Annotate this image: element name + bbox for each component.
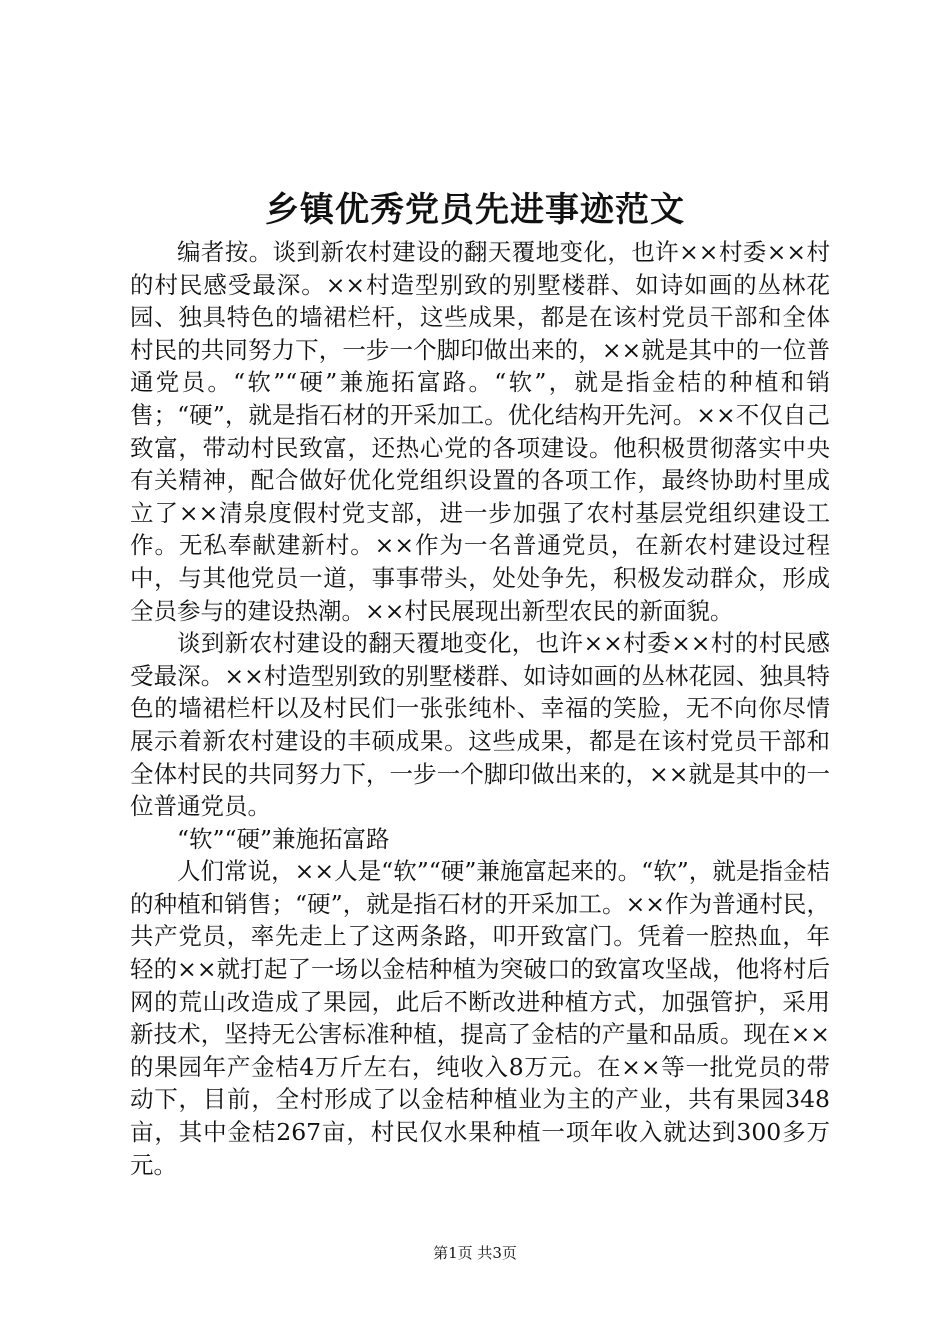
paragraph-editor-note: 编者按。谈到新农村建设的翻天覆地变化，也许××村委××村的村民感受最深。××村造型别致的别墅楼群、如诗如画的丛林花园、独具特色的墙裙栏杆，这些成果，都是在该村党员干部和全体村民的共同努力下，一步一个脚印做出来的，××就是其中的一位普通党员。“软”“硬”兼施拓富路。“软”，就是指金桔的种植和销售；“硬”，就是指石材的开采加工。优化结构开先河。××不仅自己致富，带动村民致富，还热心党的各项建设。他积极贯彻落实中央有关精神，配合做好优化党组织设置的各项工作，最终协助村里成立了××清泉度假村党支部，进一步加强了农村基层党组织建设工作。无私奉献建新村。××作为一名普通党员，在新农村建设过程中，与其他党员一道，事事带头，处处争先，积极发动群众，形成全员参与的建设热潮。××村民展现出新型农民的新面貌。 <box>130 238 830 625</box>
page-footer: 第1页 共3页 <box>433 1244 517 1262</box>
section-heading: “软”“硬”兼施拓富路 <box>177 824 390 853</box>
document-body <box>130 236 830 1181</box>
paragraph-section-body: 人们常说，××人是“软”“硬”兼施富起来的。“软”，就是指金桔的种植和销售；“硬”，就是指石材的开采加工。××作为普通村民，共产党员，率先走上了这两条路，叩开致富门。凭着一腔热血，年轻的××就打起了一场以金桔种植为突破口的致富攻坚战，他将村后网的荒山改造成了果园，此后不断改进种植方式，加强管护，采用新技术，坚持无公害标准种植，提高了金桔的产量和品质。现在××的果园年产金桔4万斤左右，纯收入8万元。在××等一批党员的带动下，目前，全村形成了以金桔种植业为主的产业，共有果园348亩，其中金桔267亩，村民仅水果种植一项年收入就达到300多万元。 <box>130 857 830 1179</box>
document-title: 乡镇优秀党员先进事迹范文 <box>265 190 685 230</box>
paragraph-intro: 谈到新农村建设的翻天覆地变化，也许××村委××村的村民感受最深。××村造型别致的别墅楼群、如诗如画的丛林花园、独具特色的墙裙栏杆以及村民们一张张纯朴、幸福的笑脸，无不向你尽情展示着新农村建设的丰硕成果。这些成果，都是在该村党员干部和全体村民的共同努力下，一步一个脚印做出来的，××就是其中的一位普通党员。 <box>130 629 830 821</box>
